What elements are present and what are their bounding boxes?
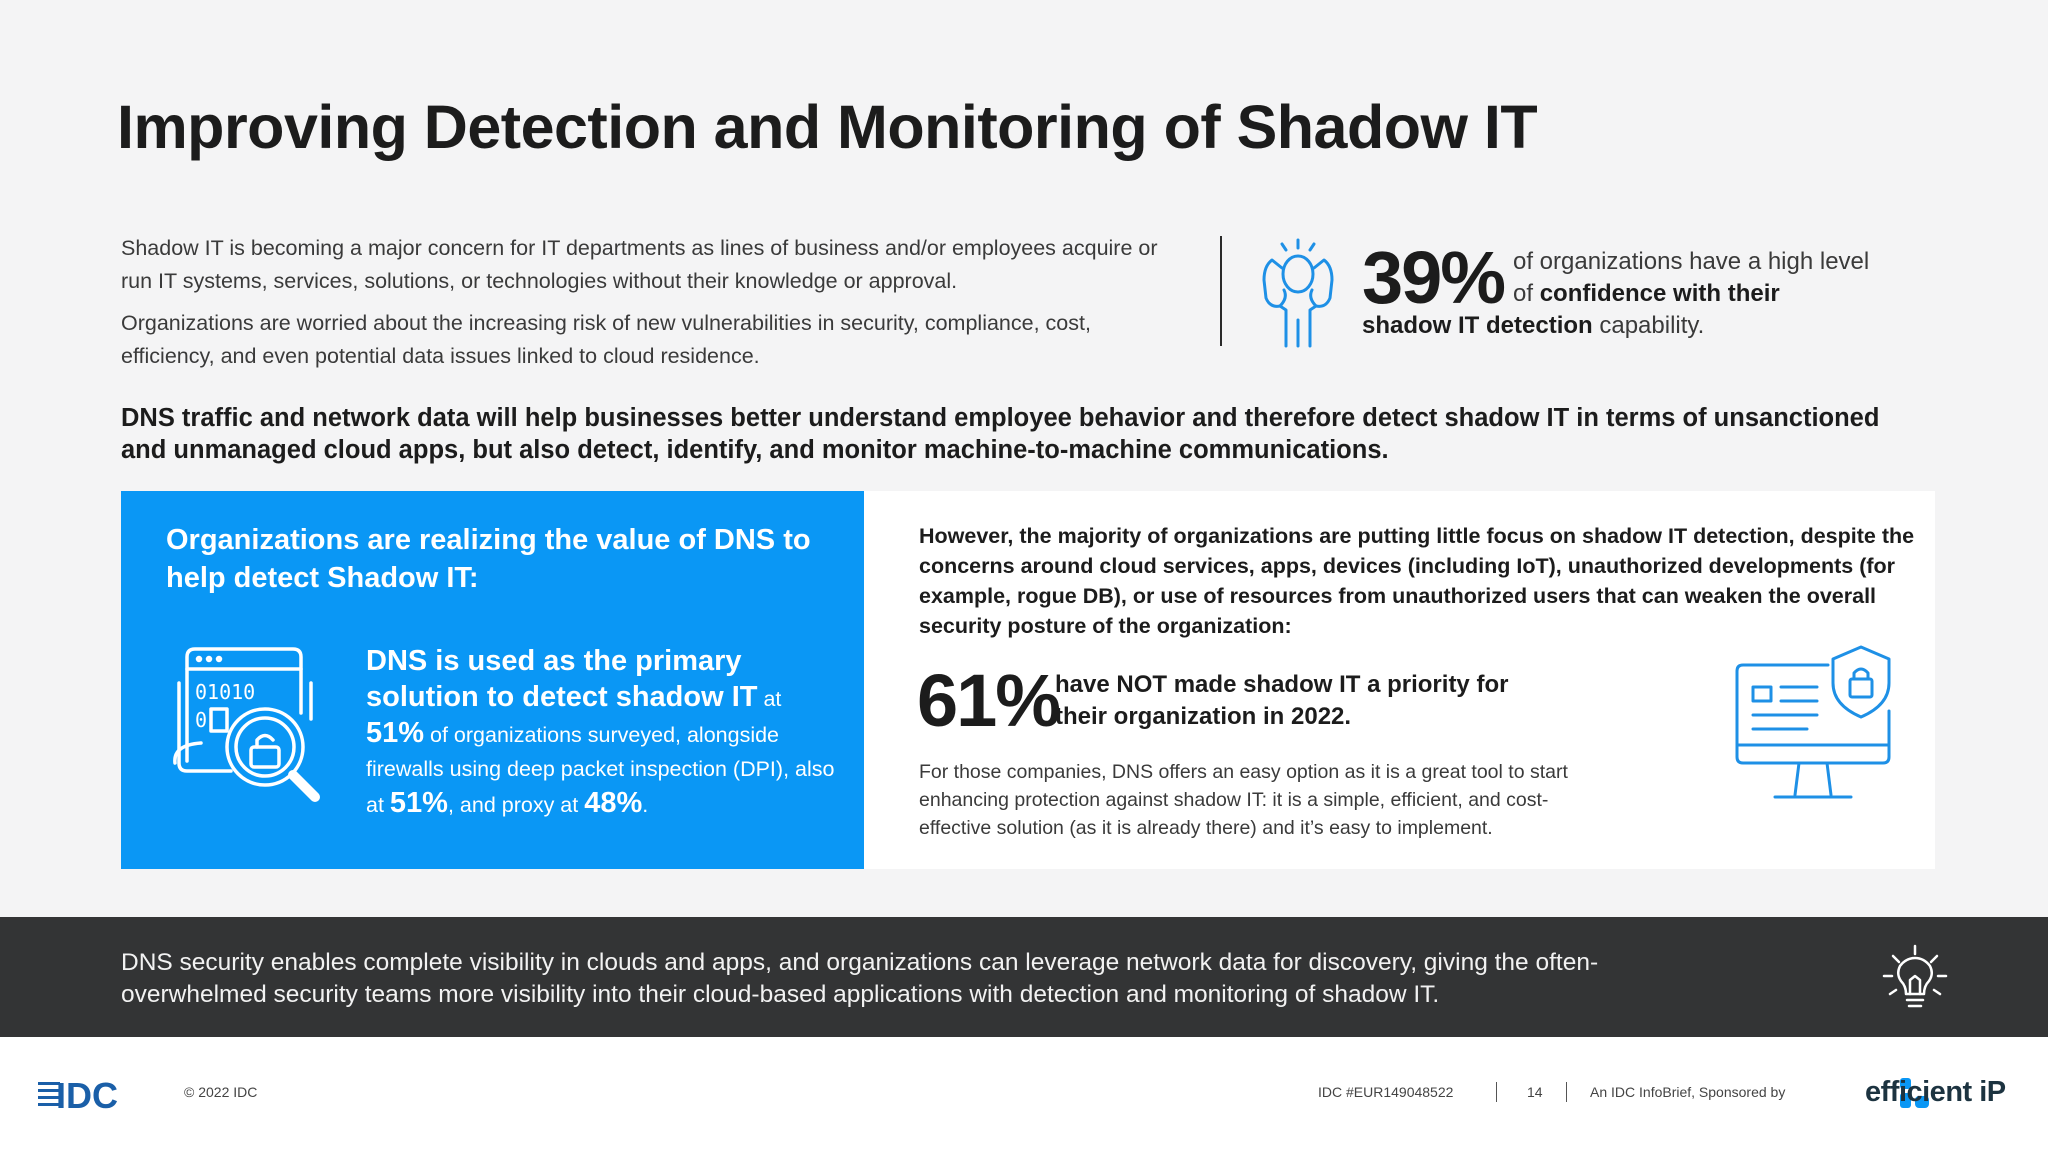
stat-39-text-c: shadow IT detection: [1362, 312, 1593, 339]
page-number: 14: [1527, 1084, 1543, 1100]
dns-search-lock-icon: [165, 643, 335, 803]
priority-lead-text: However, the majority of organizations are putting little focus on shadow IT detection, despite the concerns around cloud services, apps, devices (including IoT), unauthorized developments (for example, rogue DB), or use of resources from unauthorized users that can weaken the overall security posture of the organization:: [919, 524, 1915, 638]
footer-separator: [1566, 1082, 1567, 1102]
dns-usage-end: .: [642, 793, 649, 817]
stat-61-text: [1055, 669, 1535, 733]
stat-61-value: 61%: [917, 659, 1060, 742]
stat-39-text-line-2: [1362, 310, 1882, 342]
sponsor-label: An IDC InfoBrief, Sponsored by: [1590, 1084, 1786, 1100]
dns-usage-at: at: [757, 687, 782, 711]
stat-39-value: 39%: [1362, 236, 1505, 319]
proxy-pct: 48%: [584, 787, 643, 819]
priority-panel: [864, 491, 1935, 869]
firewall-pct: 51%: [389, 787, 448, 819]
stat-61-text-b: made shadow IT a priority for their organization in 2022.: [1055, 671, 1509, 730]
stat-39-text-a: of organizations have a high level of: [1513, 248, 1870, 307]
summary-text: DNS security enables complete visibility in clouds and apps, and organizations can leverage network data for discovery, giving the often-overwhelmed security teams more visibility into their cloud-based applications with detection and monitoring of shadow IT.: [121, 949, 1599, 1008]
dns-usage-mid: of organizations surveyed, alongside firewalls using deep packet inspection (DPI), also at: [366, 723, 835, 817]
worried-person-icon: [1258, 236, 1338, 348]
lightbulb-icon: [1880, 944, 1950, 1014]
svg-text:0: 0: [195, 708, 208, 732]
footer-separator: [1496, 1082, 1497, 1102]
dns-value-heading: Organizations are realizing the value of DNS to help detect Shadow IT:: [166, 524, 811, 594]
intro-paragraph-2: Organizations are worried about the increasing risk of new vulnerabilities in security, compliance, cost, efficiency, and even potential data issues linked to cloud residence.: [121, 311, 1091, 368]
intro-text: [121, 232, 1181, 382]
dns-usage-description: [366, 644, 836, 822]
dns-usage-pct: 51%: [366, 717, 425, 749]
stat-61-text-a: have: [1055, 671, 1117, 698]
page-title: Improving Detection and Monitoring of Shadow IT: [117, 93, 1538, 161]
stat-39-text-b: confidence with their: [1539, 280, 1780, 307]
document-id: IDC #EUR149048522: [1318, 1084, 1454, 1100]
copyright: © 2022 IDC: [184, 1084, 258, 1100]
dns-usage-and: , and proxy at: [447, 793, 585, 817]
svg-text:01010: 01010: [195, 680, 256, 704]
dns-value-panel: [121, 491, 864, 869]
vertical-divider: [1220, 236, 1222, 346]
stat-61-not: NOT: [1116, 671, 1168, 698]
monitor-shield-lock-icon: [1723, 645, 1898, 815]
key-statement: DNS traffic and network data will help businesses better understand employee behavior and therefore detect shadow IT in terms of unsanctioned and unmanaged cloud apps, but also detect, identify, and monitor machine-to-machine communications.: [121, 404, 1880, 464]
dns-option-note: For those companies, DNS offers an easy option as it is a great tool to start enhancing protection against shadow IT: it is a simple, efficient, and cost-effective solution (as it is already there) and it’s easy to implement.: [919, 761, 1568, 839]
intro-paragraph-1: Shadow IT is becoming a major concern for IT departments as lines of business and/or employees acquire or run IT systems, services, solutions, or technologies without their knowledge or approval.: [121, 236, 1158, 293]
dns-usage-lead: DNS is used as the primary solution to detect shadow IT: [366, 645, 758, 713]
stat-39-text-line: [1513, 246, 1893, 310]
idc-logo-text: IDC: [56, 1075, 118, 1114]
summary-band: [0, 917, 2048, 1037]
stat-39-text-d: capability.: [1592, 312, 1705, 339]
efficientip-logo-text: efficient iP: [1865, 1076, 2006, 1108]
idc-logo: [38, 1074, 148, 1114]
